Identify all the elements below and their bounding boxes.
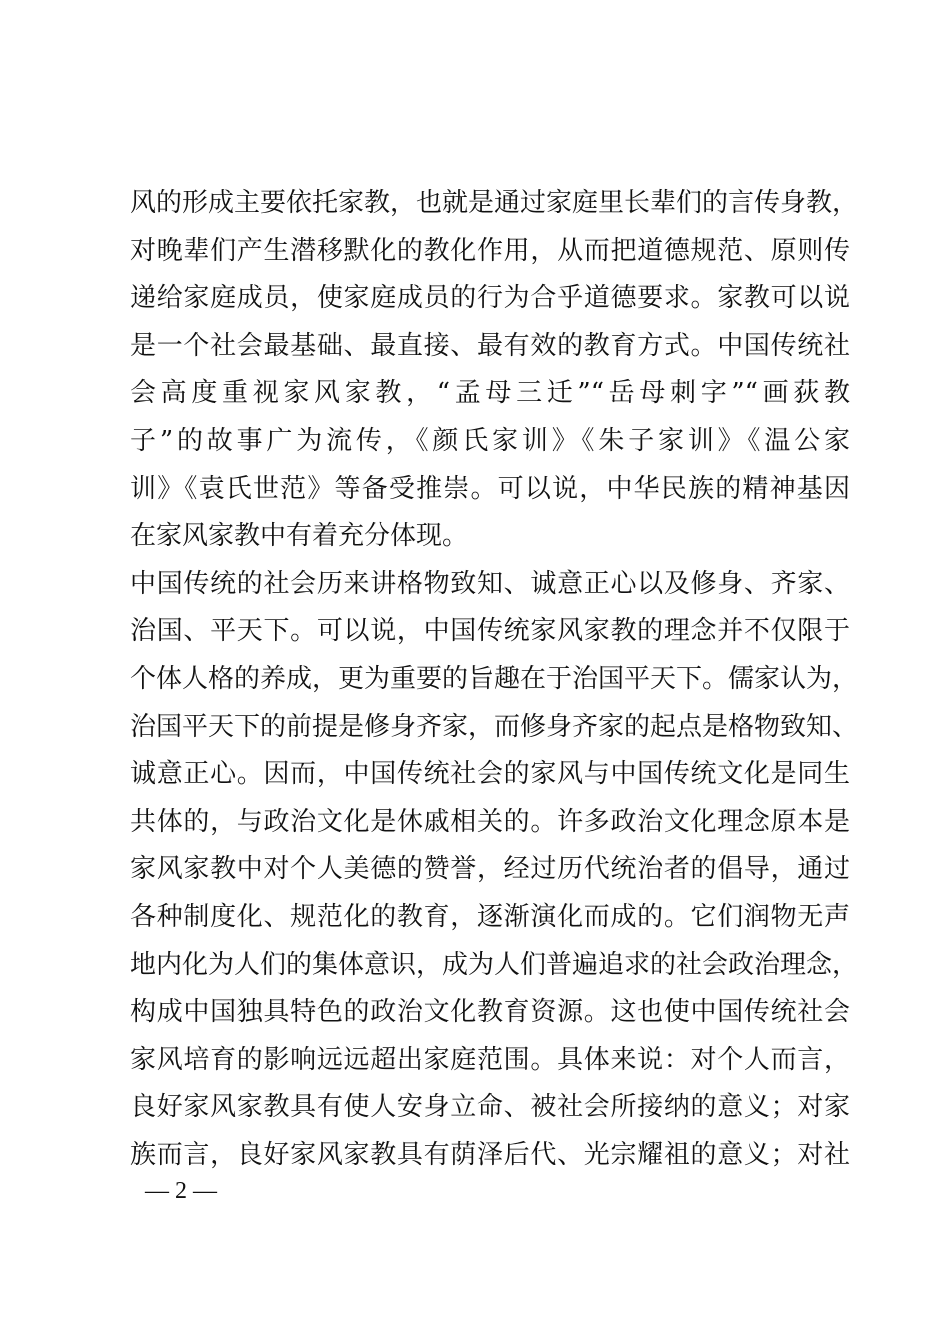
text-line: 地内化为人们的集体意识，成为人们普遍追求的社会政治理念， [130,949,859,980]
text-line: 递给家庭成员，使家庭成员的行为合乎道德要求。家教可以说 [130,283,850,314]
text-line: 良好家风家教具有使人安身立命、被社会所接纳的意义；对家 [130,1092,850,1123]
text-line: 个体人格的养成，更为重要的旨趣在于治国平天下。儒家认为， [130,663,859,694]
page-number: — 2 — [145,1178,217,1204]
text-line: 对晚辈们产生潜移默化的教化作用，从而把道德规范、原则传 [130,235,850,266]
text-line: 诚意正心。因而，中国传统社会的家风与中国传统文化是同生 [130,759,850,790]
text-line: 风的形成主要依托家教，也就是通过家庭里长辈们的言传身教， [130,188,859,218]
text-line: 家风家教中对个人美德的赞誉，经过历代统治者的倡导，通过 [130,854,850,885]
text-line: 共体的，与政治文化是休戚相关的。许多政治文化理念原本是 [130,806,850,837]
text-line: 家风培育的影响远远超出家庭范围。具体来说：对个人而言， [130,1044,850,1075]
text-line: 治国、平天下。可以说，中国传统家风家教的理念并不仅限于 [130,616,850,647]
text-line: 中国传统的社会历来讲格物致知、诚意正心以及修身、齐家、 [130,568,850,599]
text-line: 会高度重视家风家教，“孟母三迁”“岳母刺字”“画荻教 [130,378,850,409]
text-line: 治国平天下的前提是修身齐家，而修身齐家的起点是格物致知、 [130,711,859,742]
text-line: 子”的故事广为流传，《颜氏家训》《朱子家训》《温公家 [130,425,850,456]
text-line: 各种制度化、规范化的教育，逐渐演化而成的。它们润物无声 [130,901,850,932]
text-line: 族而言，良好家风家教具有荫泽后代、光宗耀祖的意义；对社 [130,1139,850,1170]
text-line: 在家风家教中有着充分体现。 [130,521,469,552]
body-text [130,180,859,1179]
text-line: 构成中国独具特色的政治文化教育资源。这也使中国传统社会 [130,997,850,1028]
text-line: 是一个社会最基础、最直接、最有效的教育方式。中国传统社 [130,330,850,361]
text-line: 训》《袁氏世范》等备受推崇。可以说，中华民族的精神基因 [130,473,850,504]
